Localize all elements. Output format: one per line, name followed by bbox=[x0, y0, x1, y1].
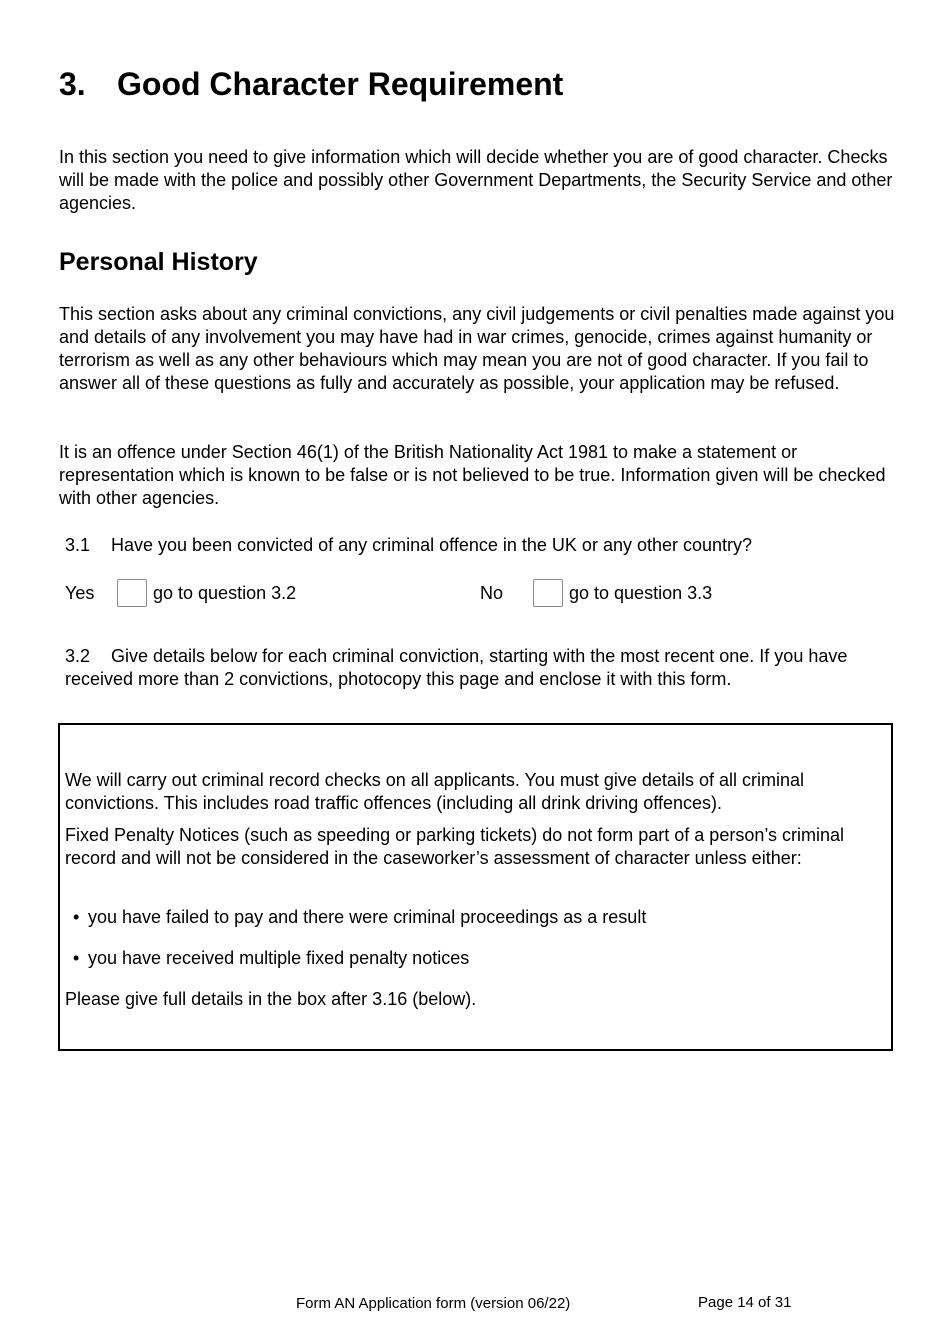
no-goto-text: go to question 3.3 bbox=[569, 582, 713, 603]
personal-history-heading: Personal History bbox=[59, 248, 258, 276]
info-box-paragraph-3: Please give full details in the box after 3.16 (below). bbox=[65, 989, 477, 1009]
info-box-paragraph-2: Fixed Penalty Notices (such as speeding or parking tickets) do not form part of a person’s criminal record and will not be considered in the caseworker’s assessment of character unless either: bbox=[65, 825, 845, 868]
section-title-text: Good Character Requirement bbox=[117, 66, 564, 102]
footer-page-number: Page 14 of 31 bbox=[698, 1294, 792, 1311]
info-box-bullet-1-text: you have failed to pay and there were criminal proceedings as a result bbox=[88, 907, 647, 927]
question-3-1-text: Have you been convicted of any criminal offence in the UK or any other country? bbox=[111, 535, 753, 555]
question-3-2-number: 3.2 bbox=[65, 646, 91, 666]
criminal-record-info-box bbox=[58, 723, 893, 1051]
question-3-1-number: 3.1 bbox=[65, 535, 91, 555]
info-box-bullet-1 bbox=[73, 906, 646, 929]
question-3-2-text: Give details below for each criminal conviction, starting with the most recent one. If you have received more than 2 convictions, photocopy this page and enclose it with this form. bbox=[65, 646, 848, 689]
info-box-paragraph-1: We will carry out criminal record checks on all applicants. You must give details of all criminal convictions. This includes road traffic offences (including all drink driving offences). bbox=[65, 770, 804, 813]
section-title bbox=[59, 64, 563, 104]
answer-no-row bbox=[480, 578, 712, 608]
personal-history-paragraph: This section asks about any criminal convictions, any civil judgements or civil penalties made against you and details of any involvement you may have had in war crimes, genocide, crimes against humanity or terrorism as well as any other behaviours which may mean you are not of good character. If you fail to answer all of these questions as fully and accurately as possible, your application may be refused. bbox=[59, 304, 895, 393]
yes-label: Yes bbox=[65, 582, 95, 603]
question-3-2 bbox=[65, 645, 895, 691]
question-3-1 bbox=[65, 534, 895, 557]
bullet-marker: • bbox=[73, 907, 80, 927]
offence-warning-paragraph: It is an offence under Section 46(1) of the British Nationality Act 1981 to make a statement or representation which is known to be false or is not believed to be true. Information given will be checked with other agencies. bbox=[59, 442, 886, 508]
section-number: 3. bbox=[59, 66, 86, 102]
yes-checkbox[interactable] bbox=[117, 579, 147, 607]
no-checkbox[interactable] bbox=[533, 579, 563, 607]
no-label: No bbox=[480, 582, 504, 603]
info-box-bullet-2-text: you have received multiple fixed penalty notices bbox=[88, 948, 470, 968]
bullet-marker: • bbox=[73, 948, 80, 968]
info-box-bullet-2 bbox=[73, 947, 469, 970]
intro-paragraph: In this section you need to give information which will decide whether you are of good character. Checks will be made with the police and possibly other Government Departments, the Security Service and other agencies. bbox=[59, 147, 893, 213]
footer-form-name: Form AN Application form (version 06/22) bbox=[296, 1295, 571, 1312]
yes-goto-text: go to question 3.2 bbox=[153, 582, 297, 603]
answer-yes-row bbox=[65, 578, 296, 608]
